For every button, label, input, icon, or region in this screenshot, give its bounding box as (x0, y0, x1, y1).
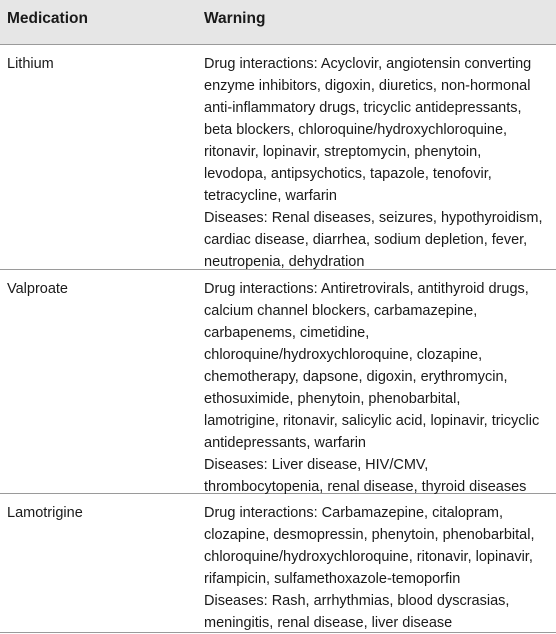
warning-line: Diseases: Rash, arrhythmias, blood dyscrasias, (204, 593, 510, 609)
warning-line: Diseases: Liver disease, HIV/CMV, (204, 457, 429, 473)
table-row (0, 45, 556, 270)
header-medication: Medication (7, 10, 88, 27)
medication-cell: Valproate (7, 281, 68, 297)
warning-line: rifampicin, sulfamethoxazole-temoporfin (204, 571, 461, 587)
warning-line: tetracycline, warfarin (204, 188, 337, 204)
warning-line: lamotrigine, ritonavir, salicylic acid, lopinavir, tricyclic (204, 413, 540, 429)
warning-line: enzyme inhibitors, digoxin, diuretics, non-hormonal (204, 78, 531, 94)
warning-line: Drug interactions: Antiretrovirals, antithyroid drugs, (204, 281, 529, 297)
warning-line: carbapenems, cimetidine, (204, 325, 370, 341)
table-row (0, 494, 556, 633)
medication-cell: Lithium (7, 56, 54, 72)
warning-line: neutropenia, dehydration (204, 254, 365, 270)
warning-cell (204, 502, 550, 634)
table-row (0, 270, 556, 494)
warning-line: meningitis, renal disease, liver disease (204, 615, 453, 631)
table-header-row (0, 0, 556, 45)
warning-line: levodopa, antipsychotics, tapazole, tenofovir, (204, 166, 492, 182)
warning-line: Diseases: Renal diseases, seizures, hypothyroidism, (204, 210, 543, 226)
warning-line: thrombocytopenia, renal disease, thyroid diseases (204, 479, 527, 495)
warning-line: clozapine, desmopressin, phenytoin, phenobarbital, (204, 527, 535, 543)
warning-line: ethosuximide, phenytoin, phenobarbital, (204, 391, 461, 407)
warning-line: Drug interactions: Carbamazepine, citalopram, (204, 505, 503, 521)
warning-line: ritonavir, lopinavir, streptomycin, phenytoin, (204, 144, 482, 160)
warning-line: calcium channel blockers, carbamazepine, (204, 303, 478, 319)
warning-line: chloroquine/hydroxychloroquine, ritonavir, lopinavir, (204, 549, 533, 565)
warning-line: anti-inflammatory drugs, tricyclic antidepressants, (204, 100, 522, 116)
warning-line: chemotherapy, dapsone, digoxin, erythromycin, (204, 369, 508, 385)
warning-line: chloroquine/hydroxychloroquine, clozapine, (204, 347, 483, 363)
warning-line: cardiac disease, diarrhea, sodium depletion, fever, (204, 232, 528, 248)
header-warning: Warning (204, 10, 266, 27)
warning-cell (204, 53, 550, 273)
warning-line: beta blockers, chloroquine/hydroxychloroquine, (204, 122, 508, 138)
medication-cell: Lamotrigine (7, 505, 83, 521)
warning-line: Drug interactions: Acyclovir, angiotensin converting (204, 56, 532, 72)
warning-cell (204, 278, 550, 498)
warning-line: antidepressants, warfarin (204, 435, 366, 451)
